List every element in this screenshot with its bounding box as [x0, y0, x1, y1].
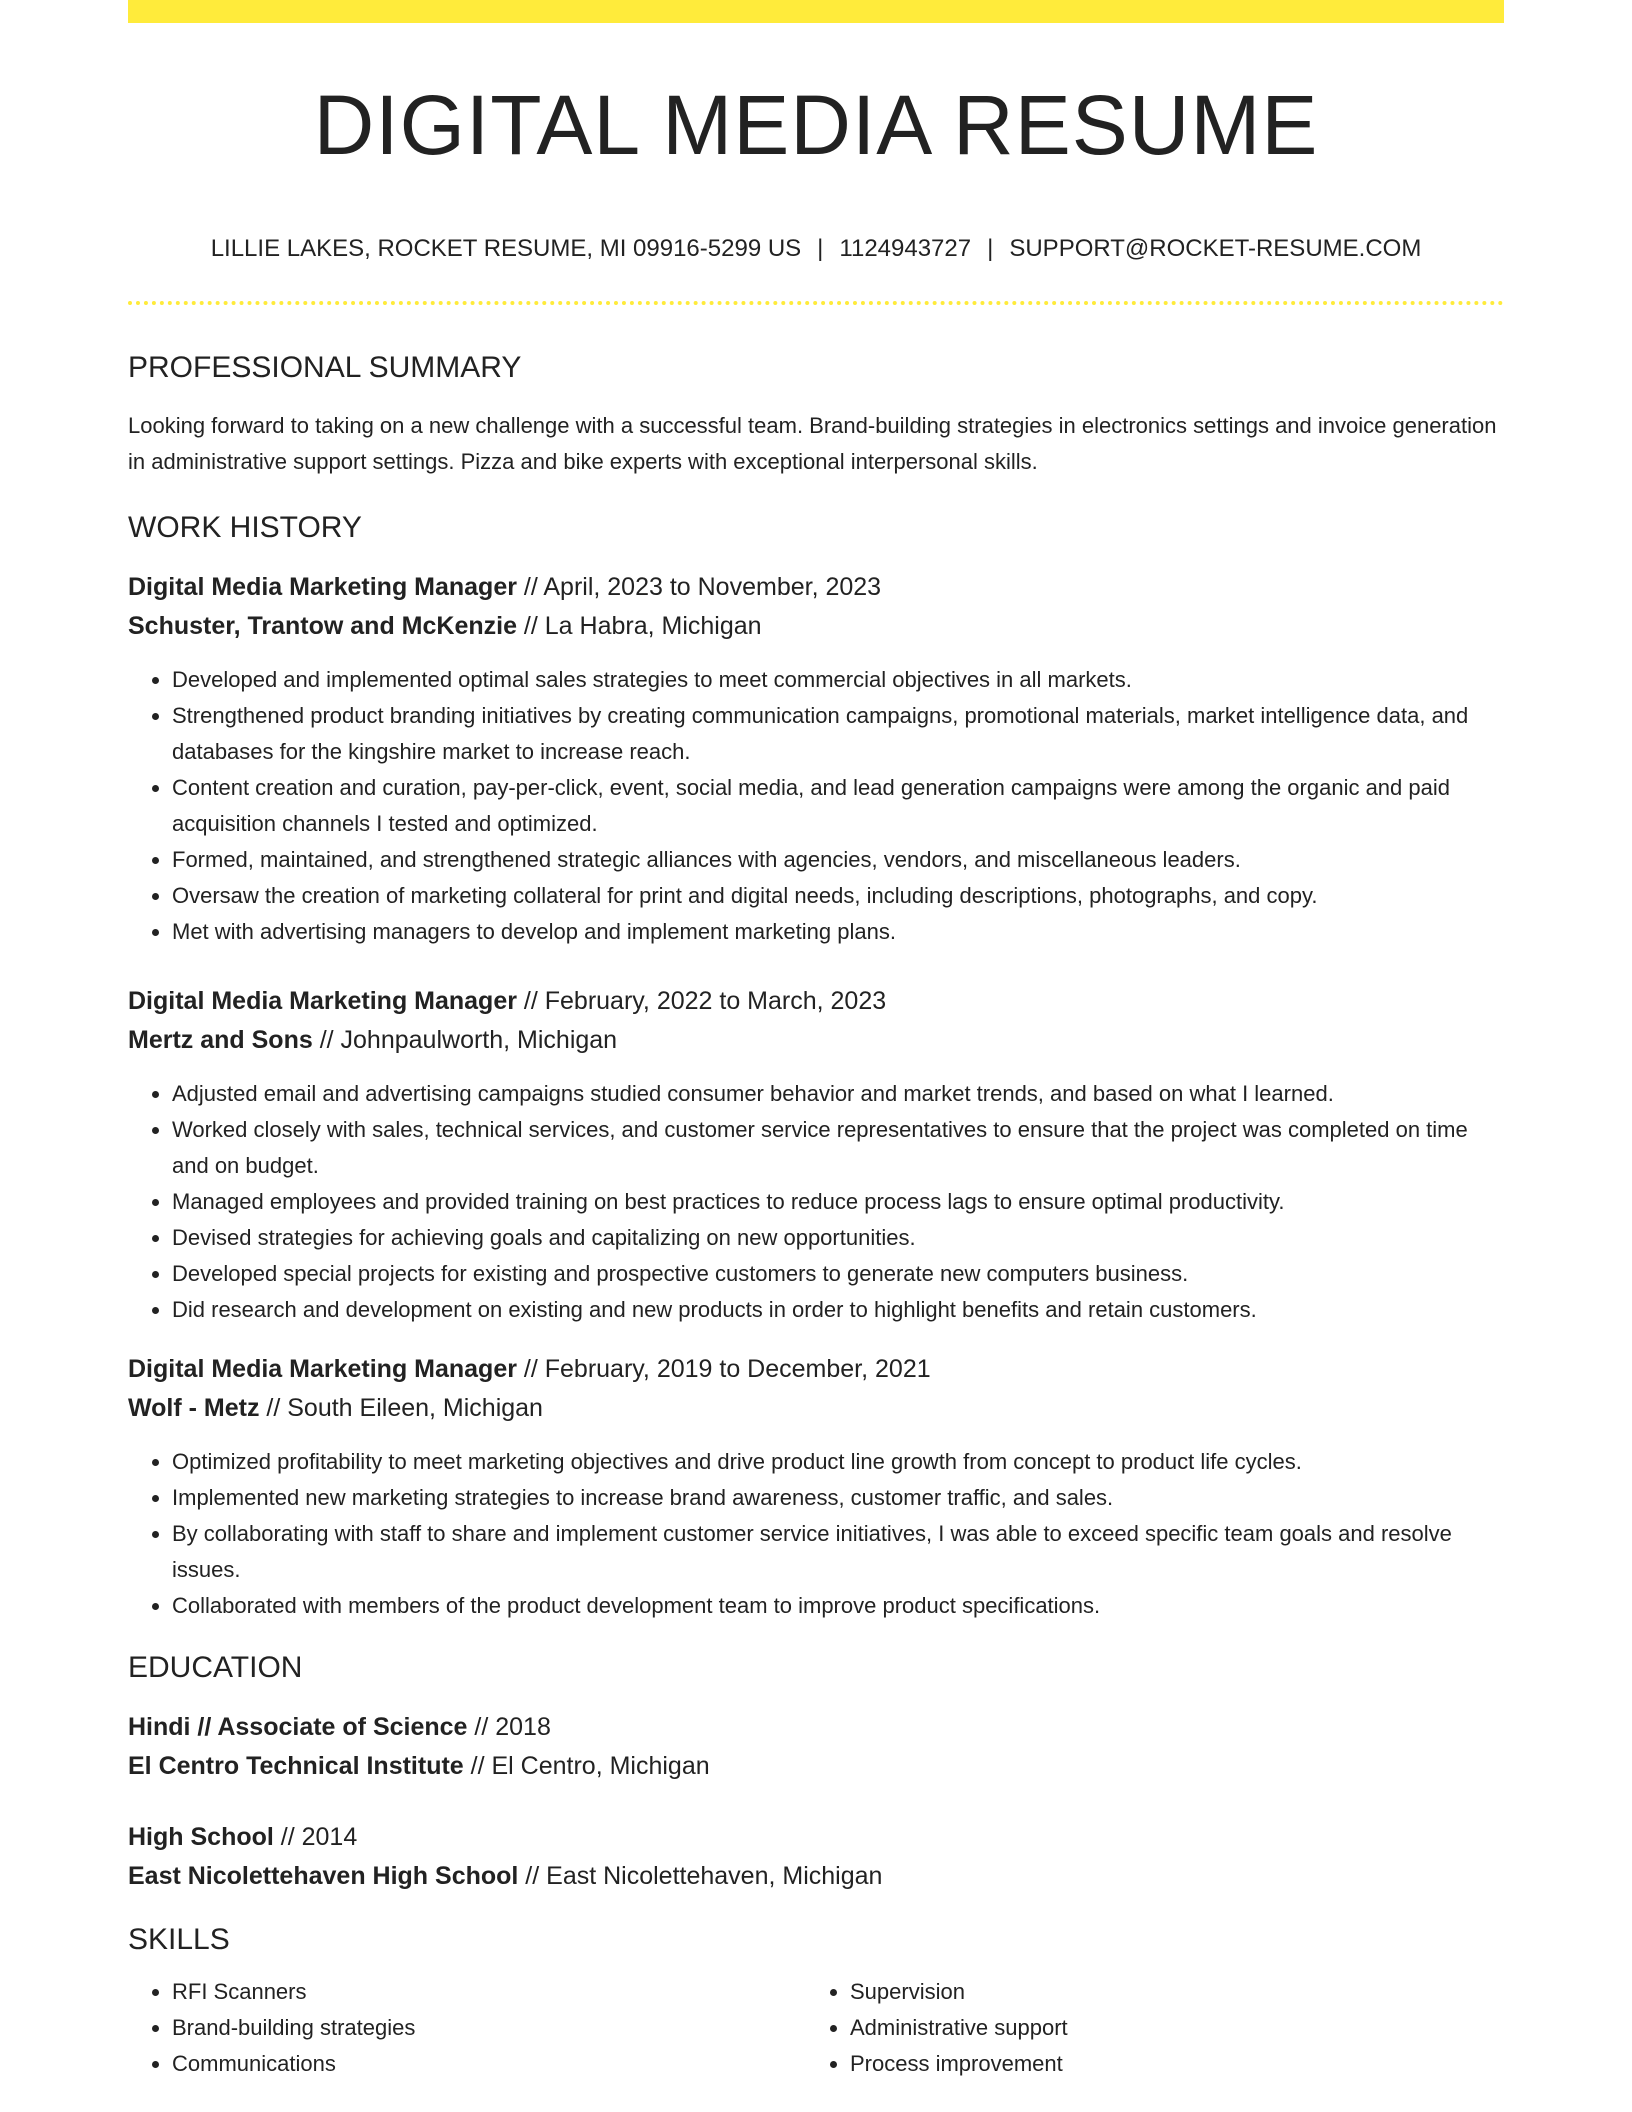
job-dates: // February, 2022 to March, 2023: [516, 987, 887, 1015]
contact-email: SUPPORT@ROCKET-RESUME.COM: [1009, 235, 1422, 262]
job-entry: [128, 982, 1504, 1328]
education-entry: [128, 1818, 1504, 1896]
section-heading-work: WORK HISTORY: [128, 511, 362, 544]
education-degree: High School: [128, 1823, 274, 1851]
section-heading-education: EDUCATION: [128, 1651, 303, 1684]
job-company: Schuster, Trantow and McKenzie: [128, 612, 517, 640]
job-title-line: [128, 982, 1504, 1021]
skill-item: • Supervision: [850, 1974, 1484, 2010]
education-school: El Centro Technical Institute: [128, 1752, 464, 1780]
skills-grid: [128, 1974, 1504, 2082]
job-company-line: [128, 1021, 1504, 1060]
dotted-divider: [128, 301, 1504, 305]
job-bullet: • Met with advertising managers to develop and implement marketing plans.: [172, 914, 1504, 950]
job-company-line: [128, 1389, 1504, 1428]
job-bullet: • Developed special projects for existing and prospective customers to generate new computers business.: [172, 1256, 1504, 1292]
job-location: // Johnpaulworth, Michigan: [312, 1026, 618, 1054]
contact-line: [128, 237, 1504, 261]
resume-page: [128, 0, 1504, 2082]
contact-phone: 1124943727: [839, 235, 972, 262]
education-school-line: [128, 1857, 1504, 1896]
job-title-line: [128, 1350, 1504, 1389]
job-bullet: • Devised strategies for achieving goals and capitalizing on new opportunities.: [172, 1220, 1504, 1256]
education-school: East Nicolettehaven High School: [128, 1862, 519, 1890]
job-bullet: • Optimized profitability to meet marketing objectives and drive product line growth from concept to product life cycles.: [172, 1444, 1504, 1480]
contact-separator: |: [817, 235, 824, 262]
education-location: // El Centro, Michigan: [463, 1752, 710, 1780]
job-dates: // April, 2023 to November, 2023: [516, 573, 882, 601]
job-bullet: • Developed and implemented optimal sales strategies to meet commercial objectives in all markets.: [172, 662, 1504, 698]
job-company: Mertz and Sons: [128, 1026, 313, 1054]
education-location: // East Nicolettehaven, Michigan: [518, 1862, 883, 1890]
job-title: Digital Media Marketing Manager: [128, 1355, 517, 1383]
education-entry: [128, 1708, 1504, 1786]
job-bullet: • Implemented new marketing strategies to increase brand awareness, customer traffic, and sales.: [172, 1480, 1504, 1516]
contact-separator: |: [987, 235, 994, 262]
education-school-line: [128, 1747, 1504, 1786]
job-location: // La Habra, Michigan: [516, 612, 762, 640]
contact-address: LILLIE LAKES, ROCKET RESUME, MI 09916-5299 US: [210, 235, 802, 262]
job-title: Digital Media Marketing Manager: [128, 573, 517, 601]
job-bullet: • Strengthened product branding initiatives by creating communication campaigns, promotional materials, market intelligence data, and databases for the kingshire market to increase reach.: [172, 698, 1504, 770]
skill-item: • Process improvement: [850, 2046, 1484, 2082]
job-bullets: [128, 1076, 1504, 1328]
skill-item: • Brand-building strategies: [172, 2010, 806, 2046]
top-accent-bar: [128, 0, 1504, 23]
job-bullet: • Content creation and curation, pay-per-click, event, social media, and lead generation campaigns were among the organic and paid acquisition channels I tested and optimized.: [172, 770, 1504, 842]
job-bullet: • Managed employees and provided training on best practices to reduce process lags to ensure optimal productivity.: [172, 1184, 1504, 1220]
skills-column-left: [128, 1974, 806, 2082]
job-dates: // February, 2019 to December, 2021: [516, 1355, 931, 1383]
job-bullets: [128, 1444, 1504, 1624]
education-year: // 2018: [467, 1713, 551, 1741]
job-bullet: • Worked closely with sales, technical services, and customer service representatives to ensure that the project was completed on time and on budget.: [172, 1112, 1504, 1184]
job-title-line: [128, 568, 1504, 607]
summary-text: Looking forward to taking on a new challenge with a successful team. Brand-building strategies in electronics settings and invoice generation in administrative support settings. Pizza and bike experts with exceptional interpersonal skills.: [128, 413, 1497, 474]
education-degree: Hindi // Associate of Science: [128, 1713, 468, 1741]
job-bullet: • By collaborating with staff to share and implement customer service initiatives, I was able to exceed specific team goals and resolve issues.: [172, 1516, 1504, 1588]
job-company: Wolf - Metz: [128, 1394, 260, 1422]
job-bullets: [128, 662, 1504, 950]
job-bullet: • Oversaw the creation of marketing collateral for print and digital needs, including descriptions, photographs, and copy.: [172, 878, 1504, 914]
job-bullet: • Collaborated with members of the product development team to improve product specifications.: [172, 1588, 1504, 1624]
skills-column-right: [806, 1974, 1484, 2082]
education-degree-line: [128, 1818, 1504, 1857]
section-heading-skills: SKILLS: [128, 1923, 230, 1956]
job-bullet: • Did research and development on existing and new products in order to highlight benefits and retain customers.: [172, 1292, 1504, 1328]
job-bullet: • Formed, maintained, and strengthened strategic alliances with agencies, vendors, and miscellaneous leaders.: [172, 842, 1504, 878]
skill-item: • Administrative support: [850, 2010, 1484, 2046]
section-heading-summary: PROFESSIONAL SUMMARY: [128, 351, 522, 384]
job-entry: [128, 568, 1504, 950]
resume-title: DIGITAL MEDIA RESUME: [313, 78, 1319, 172]
education-year: // 2014: [273, 1823, 358, 1851]
job-bullet: • Adjusted email and advertising campaigns studied consumer behavior and market trends, and based on what I learned.: [172, 1076, 1504, 1112]
job-company-line: [128, 607, 1504, 646]
education-degree-line: [128, 1708, 1504, 1747]
skill-item: • Communications: [172, 2046, 806, 2082]
skill-item: • RFI Scanners: [172, 1974, 806, 2010]
job-entry: [128, 1350, 1504, 1624]
job-location: // South Eileen, Michigan: [259, 1394, 543, 1422]
job-title: Digital Media Marketing Manager: [128, 987, 517, 1015]
